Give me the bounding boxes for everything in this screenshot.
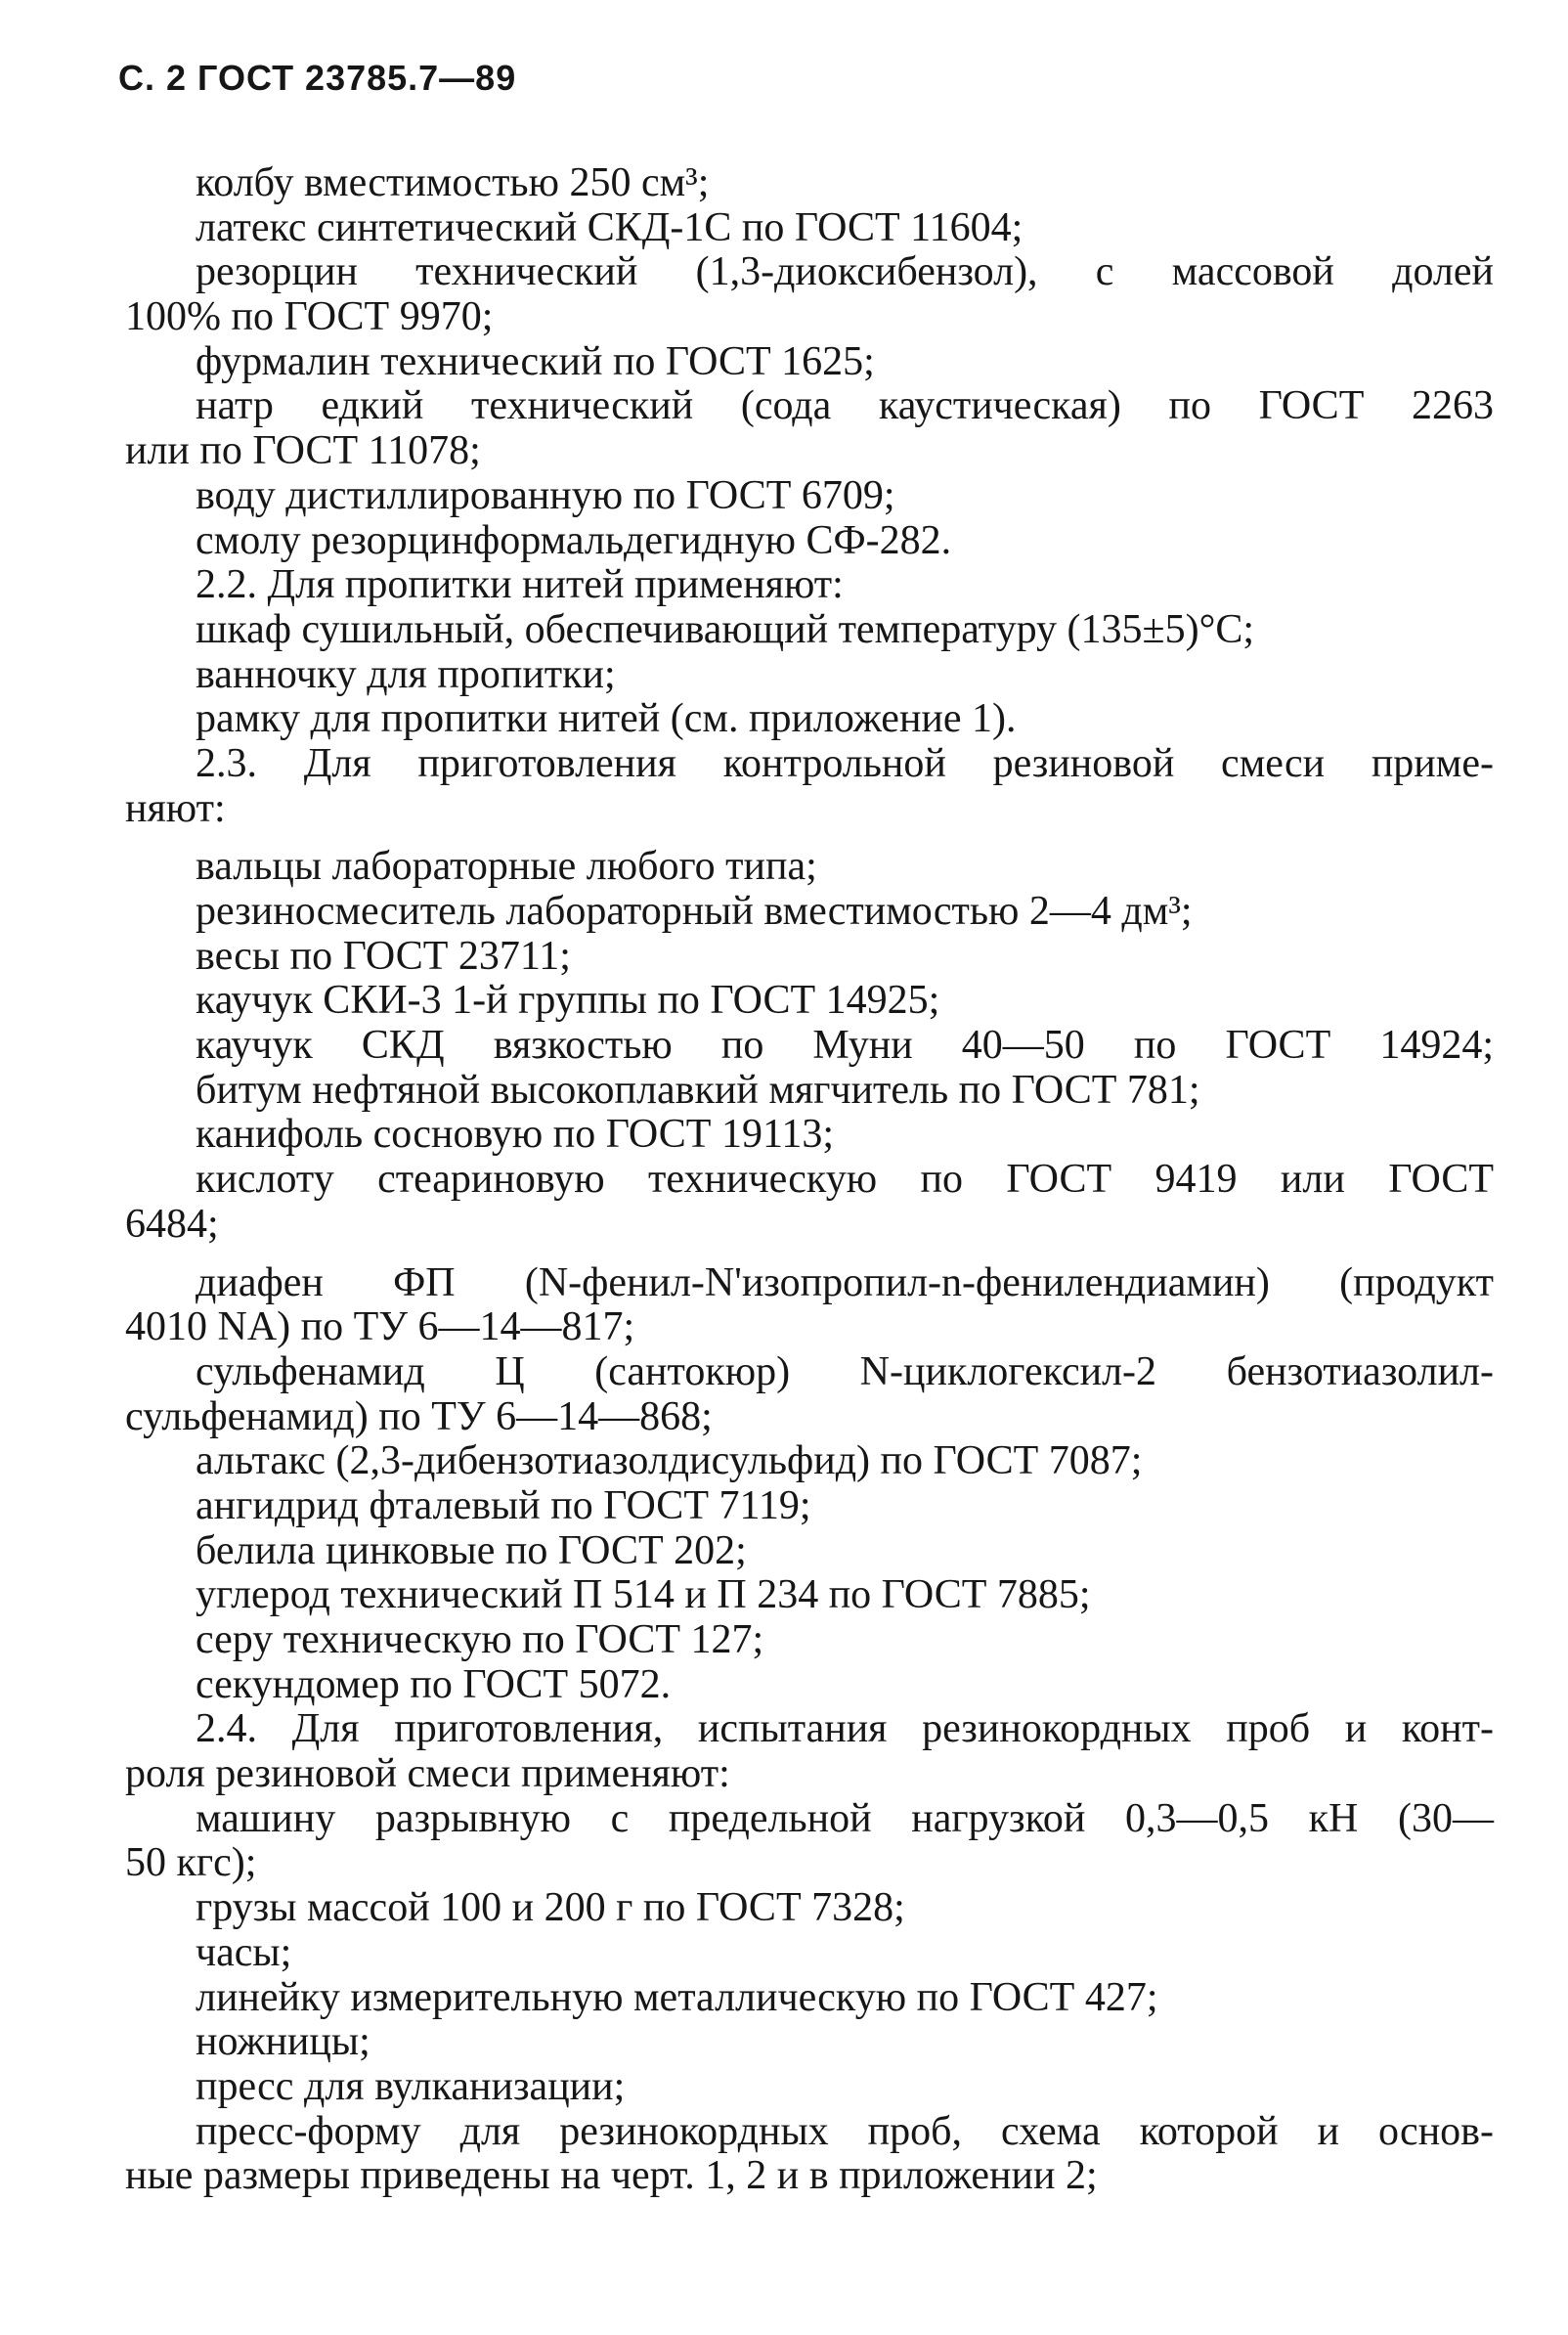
text-line: воду дистиллированную по ГОСТ 6709; [196,472,895,518]
document-body [125,161,1494,2199]
text-line: натр едкий технический (сода каустическая) по ГОСТ 2263 [196,383,1494,429]
section-heading: 2.4. Для приготовления, испытания резинокордных проб и конт- [196,1706,1494,1752]
text-line: шкаф сушильный, обеспечивающий температуру (135±5)°С; [196,606,1255,652]
text-line: серу техническую по ГОСТ 127; [196,1617,764,1662]
text-line: рамку для пропитки нитей (см. приложение 1). [196,696,1017,742]
text-line: 100% по ГОСТ 9970; [125,294,494,340]
section-heading: 2.3. Для приготовления контрольной резиновой смеси приме- [196,740,1494,786]
text-line: пресс-форму для резинокордных проб, схема которой и основ- [196,2108,1494,2154]
text-line: углерод технический П 514 и П 234 по ГОСТ 7885; [196,1572,1091,1618]
text-line: белила цинковые по ГОСТ 202; [196,1527,747,1573]
text-line: роля резиновой смеси применяют: [125,1751,730,1797]
text-line: 50 кгс); [125,1840,257,1886]
text-line: часы; [196,1929,292,1975]
text-line: машину разрывную с предельной нагрузкой 0,3—0,5 кН (30— [196,1795,1494,1841]
text-line: секундомер по ГОСТ 5072. [196,1661,672,1707]
section-heading: 2.2. Для пропитки нитей применяют: [196,562,844,608]
spacer [125,831,1494,845]
text-line: канифоль сосновую по ГОСТ 19113; [196,1112,835,1158]
text-line: колбу вместимостью 250 см³; [196,160,710,205]
text-line: сульфенамид) по ТУ 6—14—868; [125,1393,713,1439]
text-line: пресс для вулканизации; [196,2063,626,2109]
text-line: резиносмеситель лабораторный вместимостью 2—4 дм³; [196,889,1193,934]
text-line: 4010 NA) по ТУ 6—14—817; [125,1304,635,1350]
text-line: фурмалин технический по ГОСТ 1625; [196,338,875,384]
text-line: ножницы; [196,2019,370,2065]
text-line: каучук СКД вязкостью по Муни 40—50 по ГОСТ 14924; [196,1023,1494,1069]
text-line: 6484; [125,1201,219,1247]
text-line: битум нефтяной высокоплавкий мягчитель по ГОСТ 781; [196,1067,1200,1113]
text-line: латекс синтетический СКД-1С по ГОСТ 11604; [196,204,1024,250]
text-line: альтакс (2,3-дибензотиазолдисульфид) по ГОСТ 7087; [196,1438,1143,1484]
text-line: грузы массой 100 и 200 г по ГОСТ 7328; [196,1885,905,1931]
text-line: ангидрид фталевый по ГОСТ 7119; [196,1482,811,1528]
text-line: ные размеры приведены на черт. 1, 2 и в приложении 2; [125,2153,1098,2199]
text-line: ванночку для пропитки; [196,651,616,697]
text-line: сульфенамид Ц (сантокюр) N-циклогексил-2 бензотиазолил- [196,1348,1494,1394]
spacer [125,1248,1494,1261]
text-line: смолу резорцинформальдегидную СФ-282. [196,517,952,563]
text-line: резорцин технический (1,3-диоксибензол), с массовой долей [196,249,1494,295]
text-line: диафен ФП (N-фенил-N'изопропил-n-фенилендиамин) (продукт [196,1259,1494,1305]
text-line: линейку измерительную металлическую по ГОСТ 427; [196,1974,1158,2020]
text-line: или по ГОСТ 11078; [125,428,481,474]
text-line: весы по ГОСТ 23711; [196,933,571,979]
text-line: няют: [125,785,226,831]
text-line: кислоту стеариновую техническую по ГОСТ 9419 или ГОСТ [196,1157,1494,1203]
text-line: вальцы лабораторные любого типа; [196,844,817,890]
page-header: С. 2 ГОСТ 23785.7—89 [118,58,517,98]
text-line: каучук СКИ-3 1-й группы по ГОСТ 14925; [196,978,940,1024]
